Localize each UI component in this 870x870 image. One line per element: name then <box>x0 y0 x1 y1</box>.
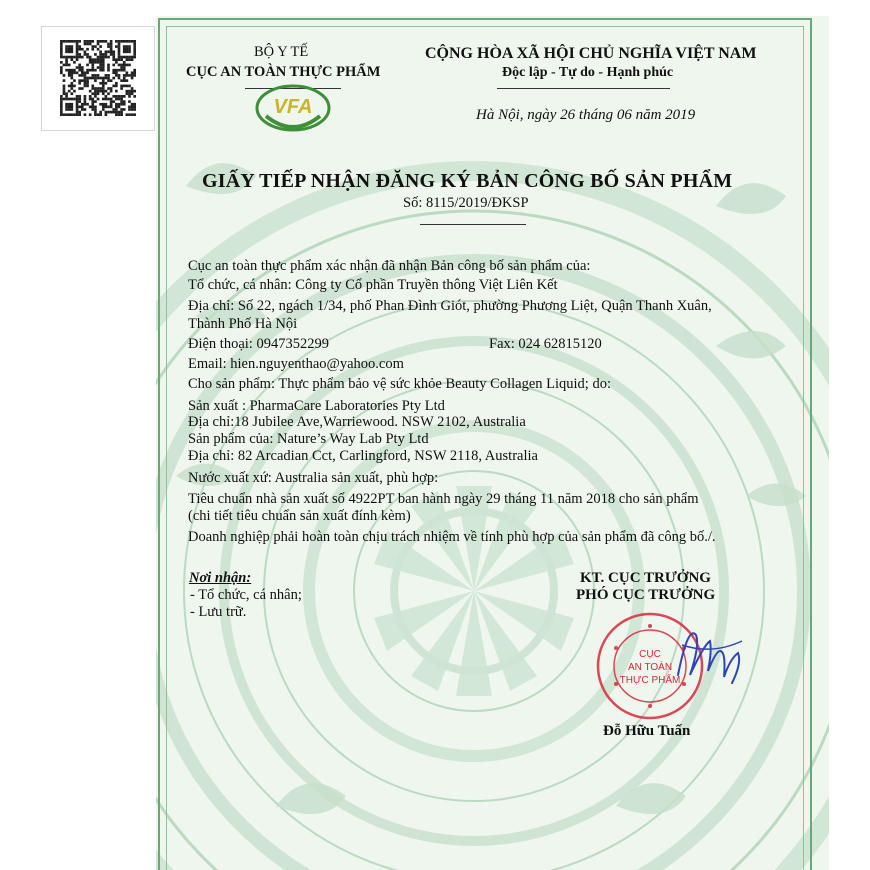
motto-underline <box>497 88 670 89</box>
country-motto: Độc lập - Tự do - Hạnh phúc <box>502 65 674 80</box>
qr-code-box <box>41 26 155 131</box>
recipient-item: - Tổ chức, cá nhân; <box>190 587 302 603</box>
body-standard-1: Tiêu chuẩn nhà sản xuất số 4922PT ban hành ngày 29 tháng 11 năm 2018 cho sản phẩm <box>188 491 699 507</box>
country-name: CỘNG HÒA XÃ HỘI CHỦ NGHĨA VIỆT NAM <box>425 45 757 62</box>
body-address-1: Địa chỉ: Số 22, ngách 1/34, phố Phan Đình Giót, phường Phương Liệt, Quận Thanh Xuân, <box>188 298 712 314</box>
body-origin: Nước xuất xứ: Australia sản xuất, phù hợp: <box>188 470 439 486</box>
body-email: Email: hien.nguyenthao@yahoo.com <box>188 356 404 372</box>
recipient-item: - Lưu trữ. <box>190 604 247 620</box>
number-underline <box>420 224 526 225</box>
issue-date: Hà Nội, ngày 26 tháng 06 năm 2019 <box>476 107 696 123</box>
logo-text: VFA <box>273 96 313 118</box>
document-number: Số: 8115/2019/ĐKSP <box>403 195 529 211</box>
svg-text:AN TOÀN: AN TOÀN <box>627 662 673 673</box>
body-product-of: Sản phẩm của: Nature’s Way Lab Pty Ltd <box>188 431 429 447</box>
signer-name: Đỗ Hữu Tuấn <box>603 723 691 739</box>
qr-code-icon <box>60 40 136 116</box>
signer-title-1: KT. CỤC TRƯỞNG <box>580 570 711 586</box>
agency-name: CỤC AN TOÀN THỰC PHẨM <box>186 64 381 80</box>
body-manufacturer: Sản xuất : PharmaCare Laboratories Pty Ltd <box>188 398 445 414</box>
ministry-name: BỘ Y TẾ <box>254 44 309 60</box>
body-intro: Cục an toàn thực phẩm xác nhận đã nhận Bản công bố sản phẩm của: <box>188 258 591 274</box>
handwritten-signature-icon <box>672 615 752 695</box>
document-title: GIẤY TIẾP NHẬN ĐĂNG KÝ BẢN CÔNG BỐ SẢN PHẨM <box>202 170 733 192</box>
body-product-of-address: Địa chỉ: 82 Arcadian Cct, Carlingford, NSW 2118, Australia <box>188 448 538 464</box>
body-manufacturer-address: Địa chỉ:18 Jubilee Ave,Warriewood. NSW 2102, Australia <box>188 414 526 430</box>
body-product: Cho sản phẩm: Thực phẩm bảo vệ sức khỏe Beauty Collagen Liquid; do: <box>188 376 611 392</box>
body-phone: Điện thoại: 0947352299 <box>188 336 329 352</box>
vfa-logo-icon <box>252 80 334 134</box>
body-responsibility: Doanh nghiệp phải hoàn toàn chịu trách nhiệm về tính phù hợp của sản phẩm đã công bố./. <box>188 529 716 545</box>
signer-title-2: PHÓ CỤC TRƯỞNG <box>576 587 716 603</box>
body-standard-2: (chi tiết tiêu chuẩn sản xuất đính kèm) <box>188 508 411 524</box>
recipients-label: Nơi nhận: <box>189 570 252 586</box>
svg-text:THỰC PHẨM: THỰC PHẨM <box>619 675 681 686</box>
svg-text:CỤC: CỤC <box>639 649 661 660</box>
body-fax: Fax: 024 62815120 <box>489 336 602 352</box>
body-address-2: Thành Phố Hà Nội <box>188 316 298 332</box>
body-org: Tổ chức, cá nhân: Công ty Cổ phần Truyền thông Việt Liên Kết <box>188 277 558 293</box>
